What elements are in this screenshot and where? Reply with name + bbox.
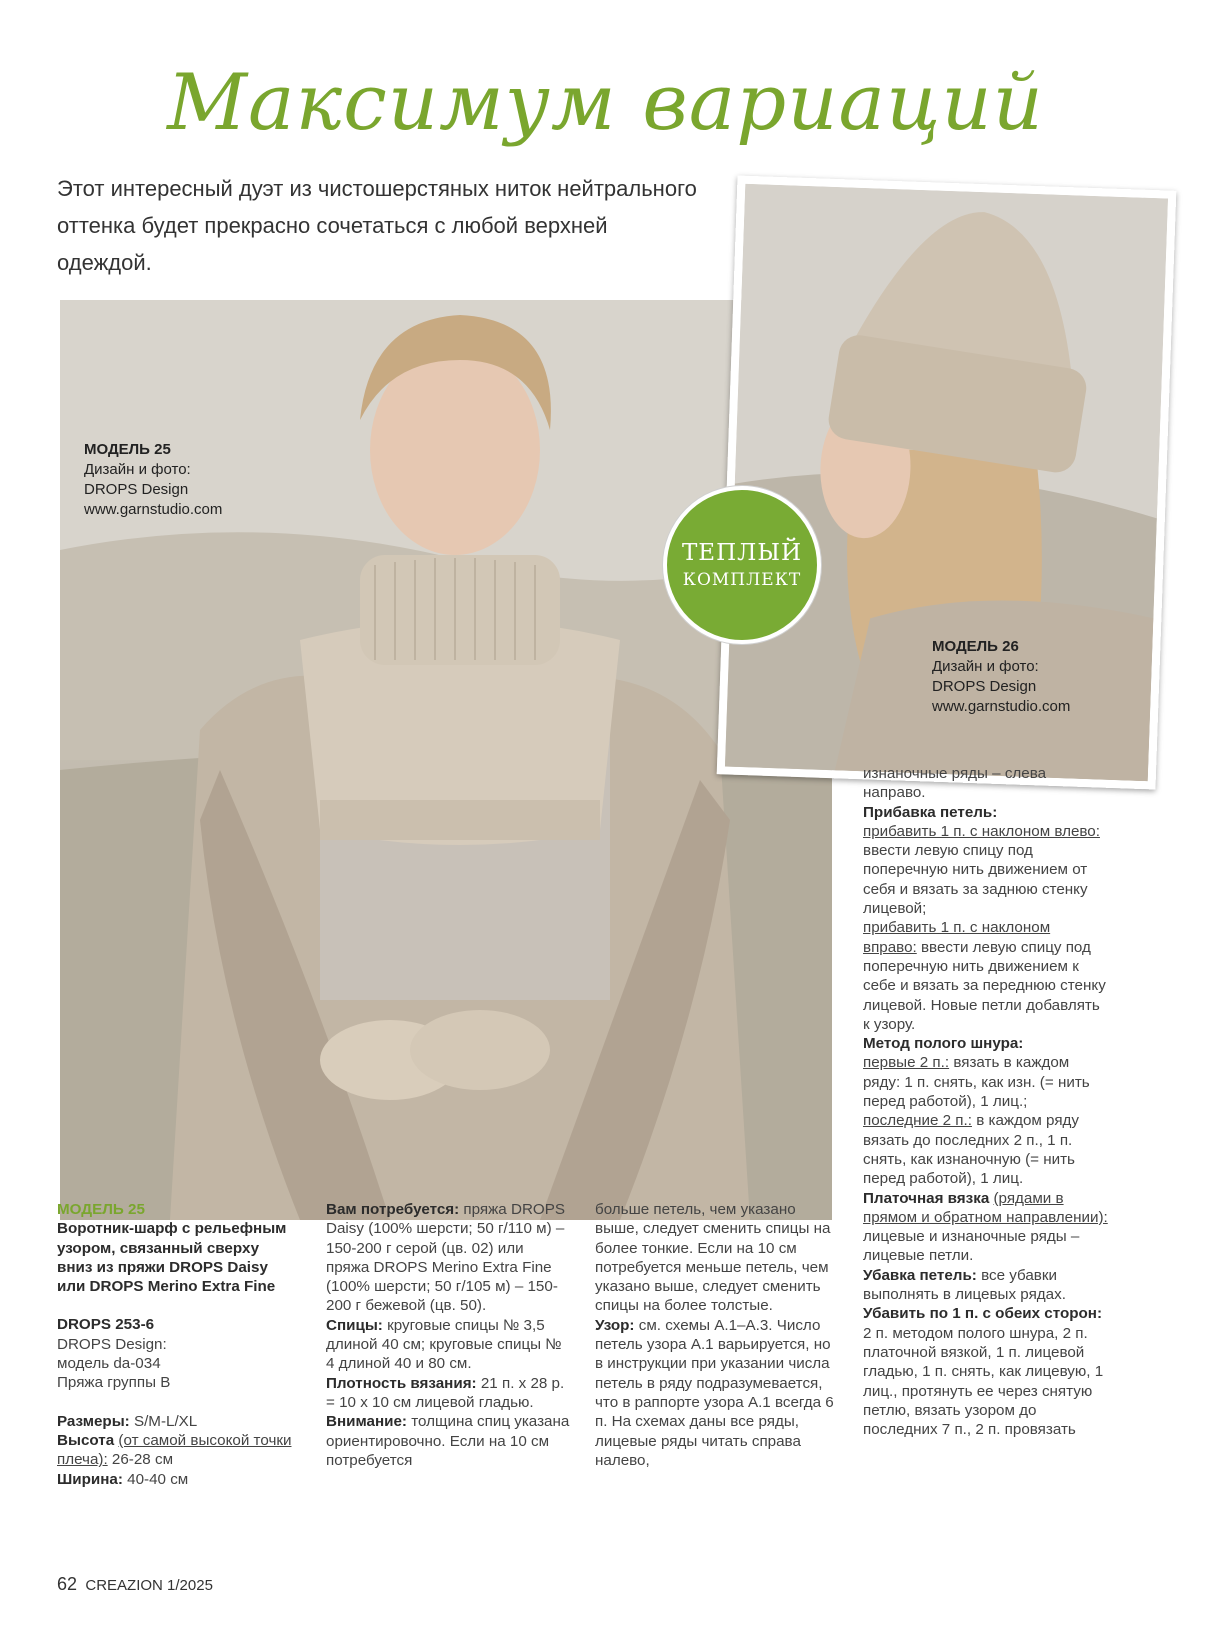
credit-line: Дизайн и фото:	[84, 461, 191, 478]
decrease-both-label: Убавить по 1 п. с обеих сторон:	[863, 1305, 1103, 1323]
credit-line: DROPS Design	[84, 481, 189, 498]
model-heading: МОДЕЛЬ 25	[57, 1201, 145, 1218]
cord-label: Метод полого шнура:	[863, 1035, 1024, 1053]
text-column-2	[326, 1200, 571, 1470]
credit-line: DROPS Design	[932, 678, 1037, 695]
credit-url: www.garnstudio.com	[932, 698, 1071, 715]
item-heading: Воротник-шарф с рельефным узором, связанный сверху вниз из пряжи DROPS Daisy или DROPS Merino Extra Fine	[57, 1220, 287, 1296]
increase-left-text: ввести левую спицу под поперечную нить движением от себя и вязать за заднюю стенку лицевой;	[863, 842, 1088, 918]
height-note: (от самой высокой точки плеча):	[57, 1431, 292, 1469]
cord-first-text: вязать в каждом ряду: 1 п. снять, как изн. (= нить перед работой), 1 лиц.;	[863, 1054, 1090, 1111]
decrease-both-text: 2 п. методом полого шнура, 2 п. платочной вязкой, 1 п. лицевой гладью, 1 п. снять, как лицевую, 1 лиц., протянуть ее через снятую петлю, вязать узором до последних 7 п., 2 п. провязать	[863, 1324, 1104, 1439]
sizes-value: S/M-L/XL	[133, 1412, 198, 1430]
credit-model-25	[84, 440, 222, 520]
needles-label: Спицы:	[326, 1316, 383, 1334]
page-title: Максимум вариаций	[167, 58, 1044, 148]
text-column-3	[595, 1200, 840, 1470]
decrease-label: Убавка петель:	[863, 1266, 977, 1284]
credit-model-label: МОДЕЛЬ 25	[84, 441, 171, 458]
cord-last-text: в каждом ряду вязать до последних 2 п., 1 п. снять, как изнаночную (= нить перед работой), 1 лиц.	[863, 1112, 1080, 1188]
page-number: 62	[57, 1574, 78, 1594]
gauge-label: Плотность вязания:	[326, 1374, 477, 1392]
magazine-issue: CREAZION 1/2025	[85, 1577, 213, 1594]
garter-label: Платочная вязка	[863, 1189, 990, 1207]
garter-note: (рядами в прямом и обратном направлении):	[863, 1189, 1108, 1226]
needles-text: круговые спицы № 3,5 длиной 40 см; круговые спицы № 4 длиной 40 и 80 см.	[326, 1316, 562, 1373]
credit-url: www.garnstudio.com	[84, 501, 223, 518]
gauge-text: 21 п. х 28 р. = 10 х 10 см лицевой гладью.	[326, 1374, 565, 1411]
garter-text: лицевые и изнаночные ряды – лицевые петли.	[863, 1228, 1080, 1265]
text-column-1	[57, 1200, 297, 1489]
credit-line: Дизайн и фото:	[932, 658, 1039, 675]
pattern-code: DROPS 253-6	[57, 1316, 155, 1334]
materials-text: пряжа DROPS Daisy (100% шерсти; 50 г/110 м) – 150-200 г серой (цв. 02) или пряжа DROPS Merino Extra Fine (100% шерсти; 50 г/105 м) – 150-200 г бежевой (цв. 50).	[326, 1201, 565, 1315]
increase-label: Прибавка петель:	[863, 803, 998, 821]
cord-last-label: последние 2 п.:	[863, 1112, 972, 1130]
rows-direction: изнаночные ряды – слева направо.	[863, 765, 1047, 802]
increase-right-label: прибавить 1 п. с наклоном вправо:	[863, 919, 1051, 956]
note-label: Внимание:	[326, 1413, 407, 1431]
warm-set-badge	[663, 486, 821, 644]
model-id: модель da-034	[57, 1355, 161, 1373]
text-column-4	[863, 764, 1108, 1439]
decrease-text: все убавки выполнять в лицевых рядах.	[863, 1266, 1066, 1304]
badge-line-2: КОМПЛЕКТ	[682, 570, 802, 590]
needle-advice: больше петель, чем указано выше, следует сменить спицы на более тонкие. Если на 10 см потребуется меньше петель, чем указано выше, следует сменить спицы на более толстые.	[595, 1201, 831, 1315]
sizes-label: Размеры:	[57, 1412, 130, 1430]
credit-model-26	[932, 637, 1070, 717]
credit-model-label: МОДЕЛЬ 26	[932, 638, 1019, 655]
note-text: толщина спиц указана ориентировочно. Если на 10 см потребуется	[326, 1413, 570, 1469]
cord-first-label: первые 2 п.:	[863, 1054, 950, 1072]
pattern-label: Узор:	[595, 1316, 635, 1334]
pattern-text: см. схемы А.1–А.3. Число петель узора А.1 варьируется, но в инструкции при указании числа петель в ряду подразумевается, что в раппорте узора А.1 всегда 6 п. На схемах даны все ряды, лицевые ряды читать справа налево,	[595, 1316, 834, 1469]
width-value: 40-40 см	[127, 1470, 189, 1488]
badge-line-1: ТЕПЛЫЙ	[681, 540, 803, 566]
increase-right-text: ввести левую спицу под поперечную нить движением к себе и вязать за переднюю стенку лицевой. Новые петли добавлять к узору.	[863, 938, 1106, 1033]
page-folio	[57, 1574, 213, 1595]
increase-left-label: прибавить 1 п. с наклоном влево:	[863, 822, 1100, 840]
materials-label: Вам потребуется:	[326, 1201, 460, 1218]
intro-text: Этот интересный дуэт из чистошерстяных ниток нейтрального оттенка будет прекрасно сочетаться с любой верхней одеждой.	[57, 176, 697, 275]
height-label: Высота	[57, 1431, 115, 1449]
design-line: DROPS Design:	[57, 1335, 167, 1353]
width-label: Ширина:	[57, 1470, 123, 1488]
yarn-group: Пряжа группы В	[57, 1374, 171, 1392]
height-value: 26-28 см	[111, 1451, 174, 1469]
